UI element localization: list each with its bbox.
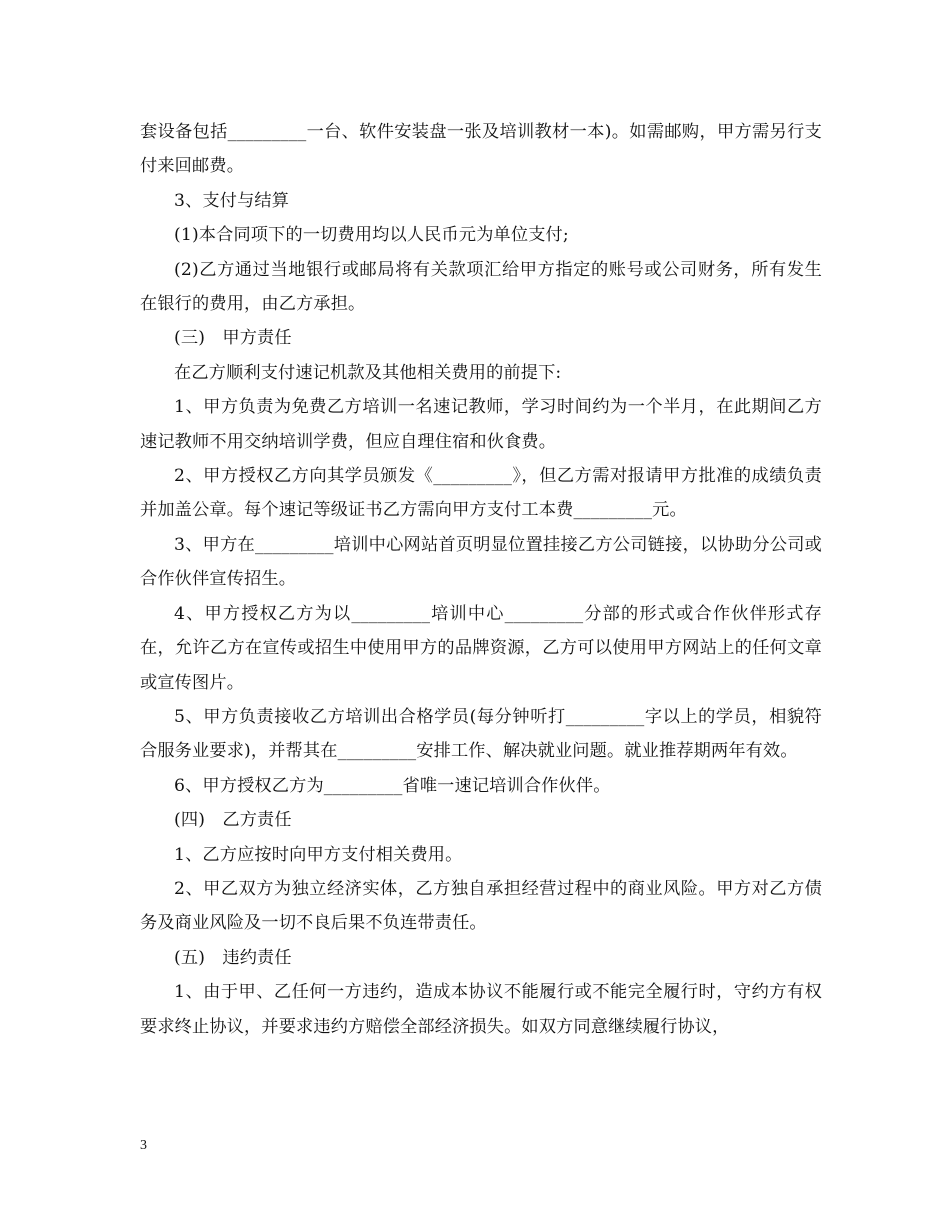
paragraph-payment-currency: (1)本合同项下的一切费用均以人民币元为单位支付; (174, 225, 569, 246)
paragraph-party-b-item-1: 1、乙方应按时向甲方支付相关费用。 (174, 844, 463, 865)
paragraph-party-a-item-3: 3、甲方在_________培训中心网站首页明显位置挂接乙方公司链接，以协助分公司或合作伙伴宣传招生。 (140, 534, 822, 590)
paragraph-party-b-item-2: 2、甲乙双方为独立经济实体，乙方独自承担经营过程中的商业风险。甲方对乙方债务及商业风险及一切不良后果不负连带责任。 (140, 878, 822, 934)
document-body (140, 115, 822, 1044)
paragraph-party-a-item-1: 1、甲方负责为免费乙方培训一名速记教师，学习时间约为一个半月，在此期间乙方速记教师不用交纳培训学费，但应自理住宿和伙食费。 (140, 397, 822, 452)
paragraph-party-a-item-6: 6、甲方授权乙方为_________省唯一速记培训合作伙伴。 (174, 775, 611, 796)
paragraph-equipment-continuation: 套设备包括_________一台、软件安装盘一张及培训教材一本)。如需邮购，甲方需另行支付来回邮费。 (140, 122, 822, 177)
section-heading-party-a-duties: (三) 甲方责任 (174, 328, 292, 349)
section-heading-breach-liability: (五) 违约责任 (174, 947, 292, 968)
paragraph-payment-heading: 3、支付与结算 (174, 190, 290, 211)
page-number: 3 (140, 1138, 147, 1153)
section-heading-party-b-duties: (四) 乙方责任 (174, 810, 292, 831)
paragraph-party-a-item-4: 4、甲方授权乙方为以_________培训中心_________分部的形式或合作伙伴形式存在，允许乙方在宣传或招生中使用甲方的品牌资源，乙方可以使用甲方网站上的任何文章或宣传图片。 (140, 603, 822, 693)
paragraph-payment-remittance: (2)乙方通过当地银行或邮局将有关款项汇给甲方指定的账号或公司财务，所有发生在银行的费用，由乙方承担。 (140, 259, 822, 315)
paragraph-party-a-item-5: 5、甲方负责接收乙方培训出合格学员(每分钟听打_________字以上的学员，相貌符合服务业要求)，并帮其在_________安排工作、解决就业问题。就业推荐期两年有效。 (140, 706, 822, 762)
paragraph-breach-item-1: 1、由于甲、乙任何一方违约，造成本协议不能履行或不能完全履行时，守约方有权要求终止协议，并要求违约方赔偿全部经济损失。如双方同意继续履行协议， (140, 982, 822, 1037)
paragraph-party-a-item-2: 2、甲方授权乙方向其学员颁发《_________》，但乙方需对报请甲方批准的成绩负责并加盖公章。每个速记等级证书乙方需向甲方支付工本费_________元。 (140, 466, 822, 521)
paragraph-party-a-premise: 在乙方顺利支付速记机款及其他相关费用的前提下: (174, 362, 562, 383)
